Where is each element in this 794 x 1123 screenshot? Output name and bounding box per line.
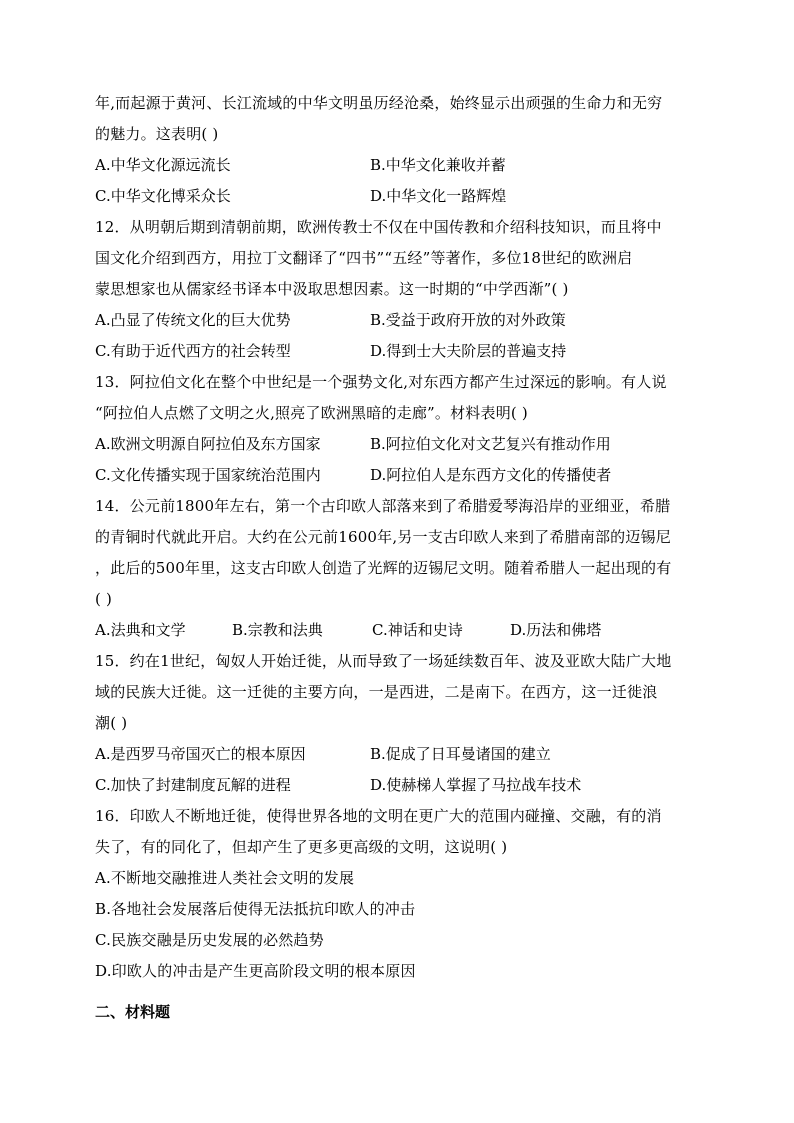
option-row bbox=[95, 770, 705, 801]
option-d: D.阿拉伯人是东西方文化的传播使者 bbox=[370, 466, 612, 484]
option-row bbox=[95, 429, 705, 460]
option-a: A.法典和文学 bbox=[95, 621, 186, 639]
document-page bbox=[95, 88, 705, 1028]
option-a: A.是西罗马帝国灭亡的根本原因 bbox=[95, 745, 306, 763]
question-text-line: 潮( ) bbox=[95, 714, 128, 732]
option-row bbox=[95, 460, 705, 491]
question-14 bbox=[95, 491, 705, 646]
question-text-line: 失了，有的同化了，但却产生了更多更高级的文明，这说明( ) bbox=[95, 838, 508, 856]
question-text-line: ( ) bbox=[95, 590, 113, 608]
option-row bbox=[95, 739, 705, 770]
option-c: C.民族交融是历史发展的必然趋势 bbox=[95, 931, 324, 949]
question-15 bbox=[95, 646, 705, 801]
option-b: B.促成了日耳曼诸国的建立 bbox=[370, 745, 551, 763]
question-text-line: 年,而起源于黄河、长江流域的中华文明虽历经沧桑，始终显示出顽强的生命力和无穷 bbox=[95, 94, 663, 112]
option-a: A.不断地交融推进人类社会文明的发展 bbox=[95, 869, 355, 887]
question-text-line: 13．阿拉伯文化在整个中世纪是一个强势文化,对东西方都产生过深远的影响。有人说 bbox=[95, 373, 667, 391]
option-b: B.宗教和法典 bbox=[232, 621, 323, 639]
question-13 bbox=[95, 367, 705, 491]
option-d: D.中华文化一路辉煌 bbox=[370, 187, 507, 205]
question-text-line: 16．印欧人不断地迁徙，使得世界各地的文明在更广大的范围内碰撞、交融，有的消 bbox=[95, 807, 662, 825]
question-text-line: “阿拉伯人点燃了文明之火,照亮了欧洲黑暗的走廊”。材料表明( ) bbox=[95, 404, 528, 422]
option-b: B.阿拉伯文化对文艺复兴有推动作用 bbox=[370, 435, 611, 453]
option-b: B.中华文化兼收并蓄 bbox=[370, 156, 506, 174]
option-row bbox=[95, 336, 705, 367]
option-d: D.历法和佛塔 bbox=[510, 621, 602, 639]
option-d: D.印欧人的冲击是产生更高阶段文明的根本原因 bbox=[95, 962, 416, 980]
option-c: C.加快了封建制度瓦解的进程 bbox=[95, 776, 291, 794]
question-text-line: 域的民族大迁徙。这一迁徙的主要方向，一是西进，二是南下。在西方，这一迁徙浪 bbox=[95, 683, 658, 701]
question-text-line: ，此后的500年里，这支古印欧人创造了光辉的迈锡尼文明。随着希腊人一起出现的有 bbox=[95, 559, 672, 577]
question-text-line: 12．从明朝后期到清朝前期，欧洲传教士不仅在中国传教和介绍科技知识，而且将中 bbox=[95, 218, 662, 236]
option-row bbox=[95, 150, 705, 181]
option-b: B.受益于政府开放的对外政策 bbox=[370, 311, 566, 329]
option-row bbox=[95, 615, 705, 646]
question-11 bbox=[95, 88, 705, 212]
option-a: A.欧洲文明源自阿拉伯及东方国家 bbox=[95, 435, 321, 453]
question-text-line: 的魅力。这表明( ) bbox=[95, 125, 219, 143]
option-c: C.有助于近代西方的社会转型 bbox=[95, 342, 291, 360]
option-a: A.中华文化源远流长 bbox=[95, 156, 231, 174]
question-text-line: 国文化介绍到西方，用拉丁文翻译了“四书”“五经”等著作，多位18世纪的欧洲启 bbox=[95, 249, 633, 267]
option-row bbox=[95, 181, 705, 212]
option-row bbox=[95, 305, 705, 336]
option-c: C.神话和史诗 bbox=[372, 621, 463, 639]
question-text-line: 蒙思想家也从儒家经书译本中汲取思想因素。这一时期的“中学西渐”( ) bbox=[95, 280, 569, 298]
option-a: A.凸显了传统文化的巨大优势 bbox=[95, 311, 291, 329]
question-12 bbox=[95, 212, 705, 367]
question-text-line: 14．公元前1800年左右，第一个古印欧人部落来到了希腊爱琴海沿岸的亚细亚，希腊 bbox=[95, 497, 671, 515]
option-d: D.使赫梯人掌握了马拉战车技术 bbox=[370, 776, 582, 794]
question-text-line: 15．约在1世纪，匈奴人开始迁徙，从而导致了一场延续数百年、波及亚欧大陆广大地 bbox=[95, 652, 672, 670]
option-d: D.得到士大夫阶层的普遍支持 bbox=[370, 342, 567, 360]
option-b: B.各地社会发展落后使得无法抵抗印欧人的冲击 bbox=[95, 900, 416, 918]
option-c: C.文化传播实现于国家统治范围内 bbox=[95, 466, 321, 484]
question-16 bbox=[95, 801, 705, 987]
section-title: 二、材料题 bbox=[95, 1003, 171, 1021]
question-text-line: 的青铜时代就此开启。大约在公元前1600年,另一支古印欧人来到了希腊南部的迈锡尼 bbox=[95, 528, 671, 546]
option-c: C.中华文化博采众长 bbox=[95, 187, 231, 205]
